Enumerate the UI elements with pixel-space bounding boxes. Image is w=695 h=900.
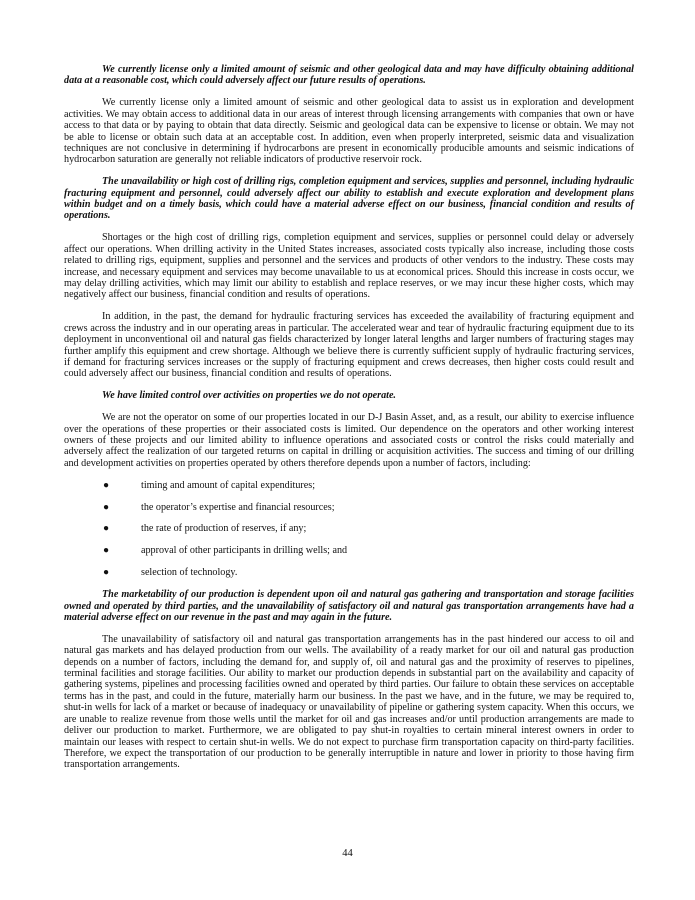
factors-list [64, 480, 634, 579]
paragraph-drilling-costs: Shortages or the high cost of drilling rigs, completion equipment and services, supplies or personnel could delay or adversely affect our operations. When drilling activity in the United States increases, associated costs typically also increase, including those costs related to drilling rigs, equipment, supplies and personnel and the services and products of other vendors to the industry. These costs may increase, and necessary equipment and services may become unavailable to us at economical prices. Should this increase in costs occur, we may delay drilling activities, which may limit our ability to establish and replace reserves, or we may incur these higher costs, which may negatively affect our business, financial condition and results of operations. [64, 232, 634, 301]
paragraph-seismic-data: We currently license only a limited amount of seismic and other geological data to assist us in exploration and development activities. We may obtain access to additional data in our areas of interest through licensing arrangements with companies that own or have access to that data or by paying to obtain that data directly. Seismic and geological data can be expensive to license or obtain. We may not be able to license or obtain such data at an acceptable cost. In addition, even when properly interpreted, seismic data and visualization techniques are not conclusive in determining if hydrocarbons are present in economically producible amounts and seismic indications of hydrocarbon saturation are generally not reliable indicators of productive reservoir rock. [64, 97, 634, 166]
bullet-icon: ● [103, 501, 110, 513]
list-item [64, 567, 634, 578]
paragraph-hydraulic-fracturing: In addition, in the past, the demand for hydraulic fracturing services has exceeded the availability of fracturing equipment and crews across the industry and in our operating areas in particular. The accelerated wear and tear of hydraulic fracturing equipment due to its deployment in unconventional oil and natural gas fields characterized by longer lateral lengths and larger numbers of fracturing stages may further amplify this equipment and crew shortage. Although we believe there is currently sufficient supply of hydraulic fracturing services, if demand for fracturing services increases or the supply of fracturing equipment and crews decreases, then higher costs could result and could adversely affect our business, financial condition and results of operations. [64, 311, 634, 380]
list-item-text: approval of other participants in drilling wells; and [141, 545, 348, 557]
risk-heading-seismic-data: We currently license only a limited amount of seismic and other geological data and may have difficulty obtaining additional data at a reasonable cost, which could adversely affect our future results of operations. [64, 64, 634, 87]
bullet-icon: ● [103, 479, 110, 491]
document-page [64, 64, 634, 781]
list-item-text: timing and amount of capital expenditures; [141, 479, 316, 491]
list-item-text: the operator’s expertise and financial resources; [141, 501, 335, 513]
bullet-icon: ● [103, 545, 110, 557]
paragraph-transportation: The unavailability of satisfactory oil and natural gas transportation arrangements has in the past hindered our access to oil and natural gas markets and has delayed production from our wells. The availability of a ready market for our oil and natural gas production depends on a number of factors, including the demand for, and supply of, oil and natural gas and the proximity of reserves to pipelines, terminal facilities and storage facilities. Our ability to market our production depends in substantial part on the availability and capacity of gathering systems, pipelines and processing facilities owned and operated by third parties. Our failure to obtain these services on acceptable terms has in the past, and could in the future, materially harm our business. In the past we have, and in the future, we may be required to, shut-in wells for lack of a market or because of inadequacy or unavailability of pipeline or gathering system capacity. When this occurs, we are unable to realize revenue from those wells until the market for oil and gas increases and/or until production arrangements are made to deliver our production to market. Furthermore, we are obligated to pay shut-in royalties to certain mineral interest owners in order to maintain our leases with respect to certain shut-in wells. We do not expect to purchase firm transportation capacity on third-party facilities. Therefore, we expect the transportation of our production to be generally interruptible in nature and lower in priority to those having firm transportation arrangements. [64, 633, 634, 771]
risk-heading-non-operated: We have limited control over activities on properties we do not operate. [102, 390, 396, 402]
risk-heading-drilling-rigs: The unavailability or high cost of drilling rigs, completion equipment and services, supplies and personnel, including hydraulic fracturing equipment and personnel, could adversely affect our ability to establish and execute exploration and development plans within budget and on a timely basis, which could have a material adverse effect on our business, financial condition and results of operations. [64, 176, 634, 222]
list-item [64, 523, 634, 534]
paragraph-non-operated: We are not the operator on some of our properties located in our D-J Basin Asset, and, as a result, our ability to exercise influence over the operations of these properties or their associated costs is limited. Our dependence on the operators and other working interest owners of these projects and our limited ability to influence operations and associated costs or control the risks could materially and adversely affect the realization of our targeted returns on capital in drilling or acquisition activities. The success and timing of our drilling and development activities on properties operated by others therefore depends upon a number of factors, including: [64, 412, 634, 469]
list-item [64, 545, 634, 556]
list-item [64, 480, 634, 491]
list-item [64, 502, 634, 513]
risk-heading-marketability: The marketability of our production is dependent upon oil and natural gas gathering and transportation and storage facilities owned and operated by third parties, and the unavailability of satisfactory oil and natural gas transportation arrangements have had a material adverse effect on our revenue in the past and may again in the future. [64, 589, 634, 623]
bullet-icon: ● [103, 567, 110, 579]
list-item-text: selection of technology. [141, 567, 238, 579]
page-number: 44 [342, 848, 353, 859]
bullet-icon: ● [103, 523, 110, 535]
list-item-text: the rate of production of reserves, if any; [141, 523, 307, 535]
